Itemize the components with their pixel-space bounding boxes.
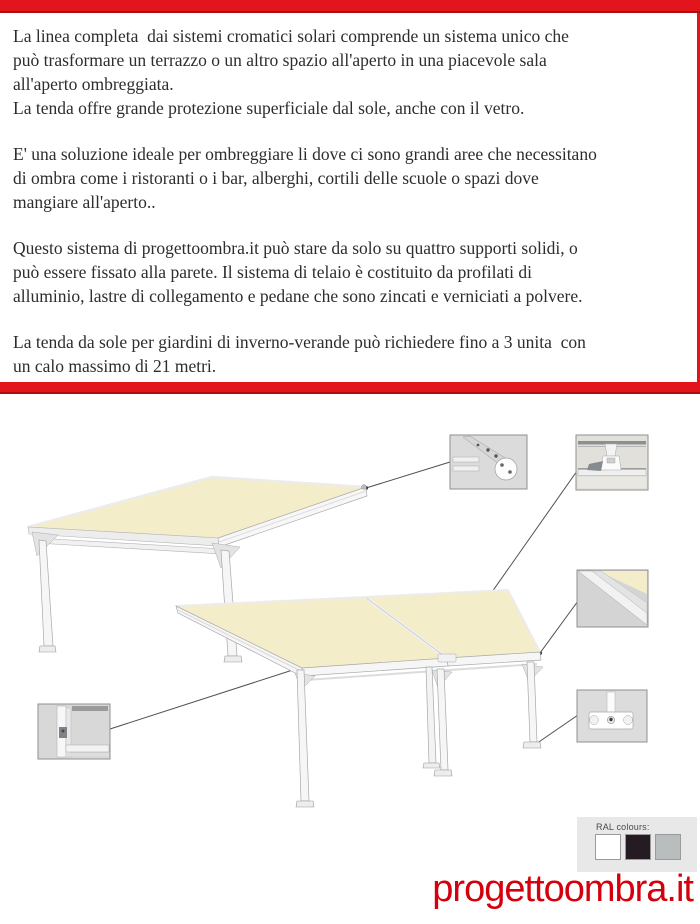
intro-paragraph (13, 24, 693, 120)
leader-line-corner-profile (540, 601, 578, 653)
plate-hole (500, 463, 504, 467)
text-line: di ombra come i ristoranti o i bar, alberghi, cortili delle scuole o spazi dove (13, 168, 539, 188)
text-line: La linea completa dai sistemi cromatici solari comprende un sistema unico che (13, 26, 569, 46)
leader-line-foot-plate (533, 715, 578, 746)
ral-colours-panel (577, 817, 697, 872)
anchor-ear (590, 716, 599, 725)
text-line: può essere fissato alla parete. Il sistema di telaio è costituito da profilati di (13, 262, 533, 282)
ral-swatch-grey (655, 834, 681, 860)
leader-line-roller-bracket (366, 462, 450, 488)
text-line: Questo sistema di progettoombra.it può stare da solo su quattro supporti solidi, o (13, 238, 578, 258)
rail (453, 466, 479, 471)
junction-plate (438, 654, 456, 662)
ledge (578, 470, 646, 476)
intro-paragraph (13, 330, 693, 378)
top-band (72, 706, 108, 711)
bolt (494, 454, 497, 457)
post (607, 692, 615, 713)
leg-foot (224, 656, 242, 662)
progettoombra-logo: progettoombra.it (432, 868, 693, 910)
plate-hole (508, 470, 512, 474)
leg (426, 667, 436, 763)
leg (437, 669, 448, 770)
hanger-badge (607, 458, 615, 463)
leg (39, 540, 53, 646)
callout-foot-plate-detail (577, 690, 647, 742)
callout-corner-profile-detail (577, 570, 648, 627)
red-divider-bar (0, 382, 700, 394)
intro-paragraph (13, 236, 693, 308)
callout-side-profile-detail (38, 704, 110, 759)
intro-text (13, 24, 693, 400)
clip-bolt (62, 730, 65, 733)
ral-colours-label: RAL colours: (596, 822, 650, 832)
bottom-rail (66, 745, 109, 752)
callout-roller-bracket-detail (450, 435, 527, 489)
text-line: E' una soluzione ideale per ombreggiare li dove ci sono grandi aree che necessitano (13, 144, 597, 164)
leg-foot (523, 742, 541, 748)
text-line: La tenda offre grande protezione superficiale dal sole, anche con il vetro. (13, 98, 525, 118)
corner-bracket-cap (362, 485, 367, 490)
ledge-front (578, 477, 646, 488)
leg-foot (434, 770, 452, 776)
leg (297, 670, 309, 801)
intro-paragraph (13, 142, 693, 214)
text-line: può trasformare un terrazzo o un altro spazio all'aperto in una piacevole sala (13, 50, 547, 70)
leg-foot (39, 646, 56, 652)
anchor-ear (624, 716, 633, 725)
bolt (477, 444, 480, 447)
callout-wall-mount-detail (576, 435, 648, 490)
top-red-bar (0, 0, 700, 13)
ral-swatch-white (595, 834, 621, 860)
pergola-double-module (176, 590, 543, 807)
text-line: alluminio, lastre di collegamento e pedane che sono zincati e verniciati a polvere. (13, 286, 583, 306)
ral-swatch-black (625, 834, 651, 860)
rail (453, 457, 479, 462)
bottom-rail-shadow (66, 753, 109, 756)
text-line: mangiare all'aperto.. (13, 192, 156, 212)
text-line: all'aperto ombreggiata. (13, 74, 174, 94)
leg-foot (296, 801, 314, 807)
bolt (486, 448, 489, 451)
hanger-top (605, 444, 617, 456)
leg-foot (423, 763, 440, 768)
leader-line-side-profile (110, 667, 302, 729)
ral-swatch-row (595, 834, 681, 860)
text-line: La tenda da sole per giardini di inverno-verande può richiedere fino a 3 unita con (13, 332, 586, 352)
center-bolt-hole (609, 718, 612, 721)
text-line: un calo massimo di 21 metri. (13, 356, 217, 376)
end-plate (495, 458, 517, 480)
